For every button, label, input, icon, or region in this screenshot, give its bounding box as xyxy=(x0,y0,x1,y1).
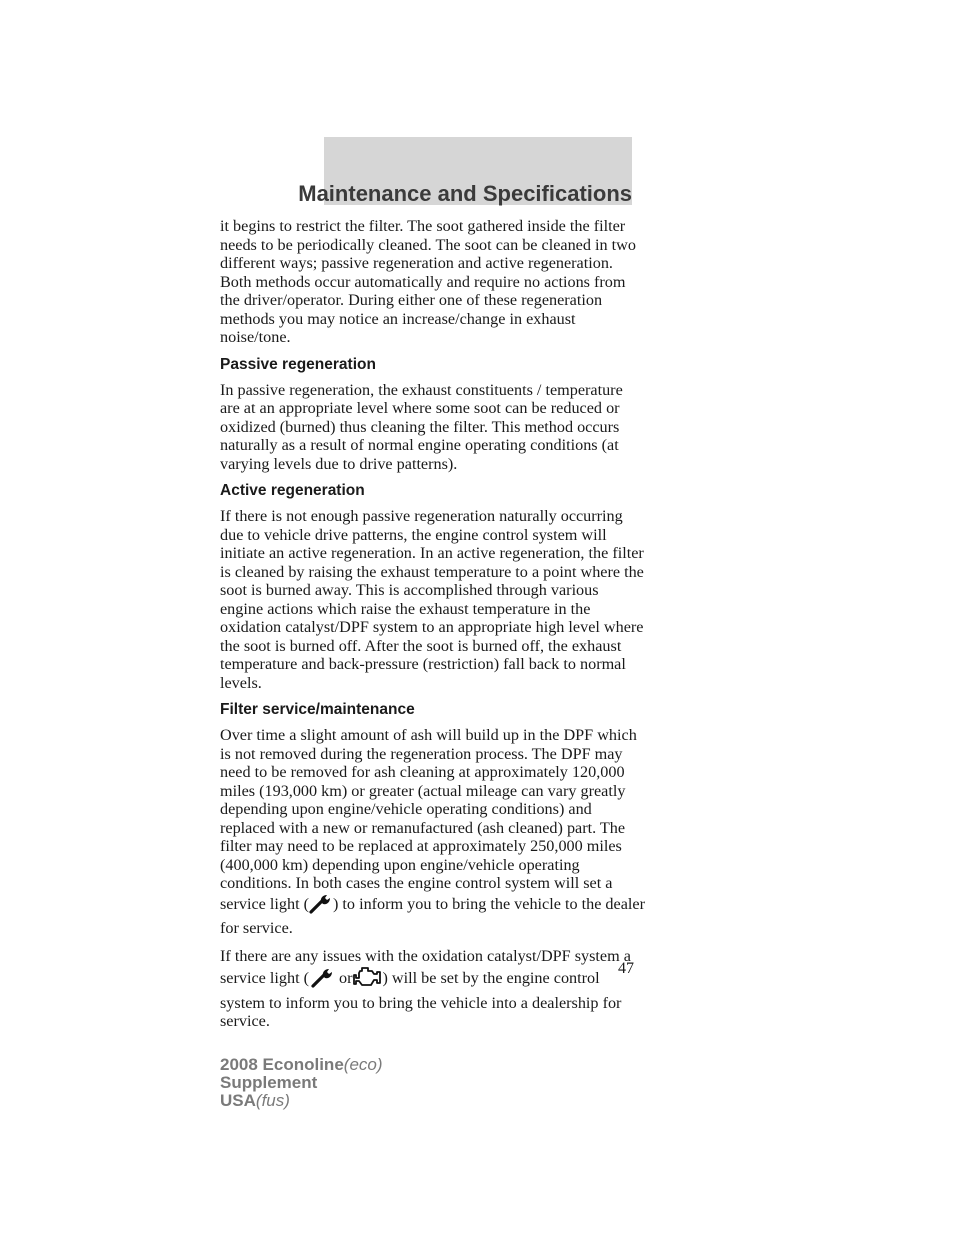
footer-region-code: (fus) xyxy=(255,1091,290,1110)
footer xyxy=(220,1056,383,1110)
issues-or: or xyxy=(339,969,353,987)
filter-heading: Filter service/maintenance xyxy=(220,701,415,718)
passive-paragraph: In passive regeneration, the exhaust constituents / temperature are at an appropriate level where some soot can be reduced or oxidized (burned) thus cleaning the filter. This method occurs naturally as a result of normal engine operating conditions (at varying levels due to drive patterns). xyxy=(220,380,623,473)
body-text xyxy=(220,217,645,1040)
issues-text-b: ) will be set by the engine control system to inform you to bring the vehicle into a dealership for service. xyxy=(220,969,622,1030)
issues-text-a: If there are any issues with the oxidation catalyst/DPF system a service light ( xyxy=(220,946,631,987)
wrench-icon xyxy=(309,893,333,920)
filter-paragraph xyxy=(220,726,645,938)
check-engine-icon xyxy=(352,965,382,994)
footer-model-line xyxy=(220,1056,383,1074)
wrench-icon xyxy=(309,967,339,994)
footer-model-code: (eco) xyxy=(343,1055,383,1074)
filter-text-b: ) to inform you to bring the vehicle to the dealer for service. xyxy=(220,894,645,937)
issues-paragraph xyxy=(220,947,645,1031)
page-title: Maintenance and Specifications xyxy=(298,181,632,206)
footer-book: Supplement xyxy=(220,1073,318,1092)
footer-region-line xyxy=(220,1092,383,1110)
footer-book-line xyxy=(220,1074,383,1092)
passive-heading: Passive regeneration xyxy=(220,355,376,373)
footer-region: USA xyxy=(220,1091,256,1110)
active-heading: Active regeneration xyxy=(220,482,365,499)
footer-model: 2008 Econoline xyxy=(220,1055,344,1074)
filter-text-a: Over time a slight amount of ash will build up in the DPF which is not removed during the regeneration process. The DPF may need to be removed for ash cleaning at approximately 120,000 miles (193,000 km) or greater (actual mileage can vary greatly depending upon engine/vehicle operating conditions) and replaced with a new or remanufactured (ash cleaned) part. The filter may need to be replaced at approximately 250,000 miles (400,000 km) depending upon engine/vehicle operating conditions. In both cases the engine control system will set a service light ( xyxy=(220,726,637,913)
intro-paragraph: it begins to restrict the filter. The soot gathered inside the filter needs to be periodically cleaned. The soot can be cleaned in two different ways; passive regeneration and active regeneration. Both methods occur automatically and require no actions from the driver/operator. During either one of these regeneration methods you may notice an increase/change in exhaust noise/tone. xyxy=(220,217,636,346)
active-paragraph: If there is not enough passive regeneration naturally occurring due to vehicle drive patterns, the engine control system will initiate an active regeneration. In an active regeneration, the filter is cleaned by raising the exhaust temperature to a point where the soot is burned away. This is accomplished through various engine actions which raise the exhaust temperature in the oxidation catalyst/DPF system to an appropriate high level where the soot is burned off. After the soot is burned off, the exhaust temperature and back-pressure (restriction) fall back to normal levels. xyxy=(220,507,644,692)
page-number: 47 xyxy=(618,960,634,977)
